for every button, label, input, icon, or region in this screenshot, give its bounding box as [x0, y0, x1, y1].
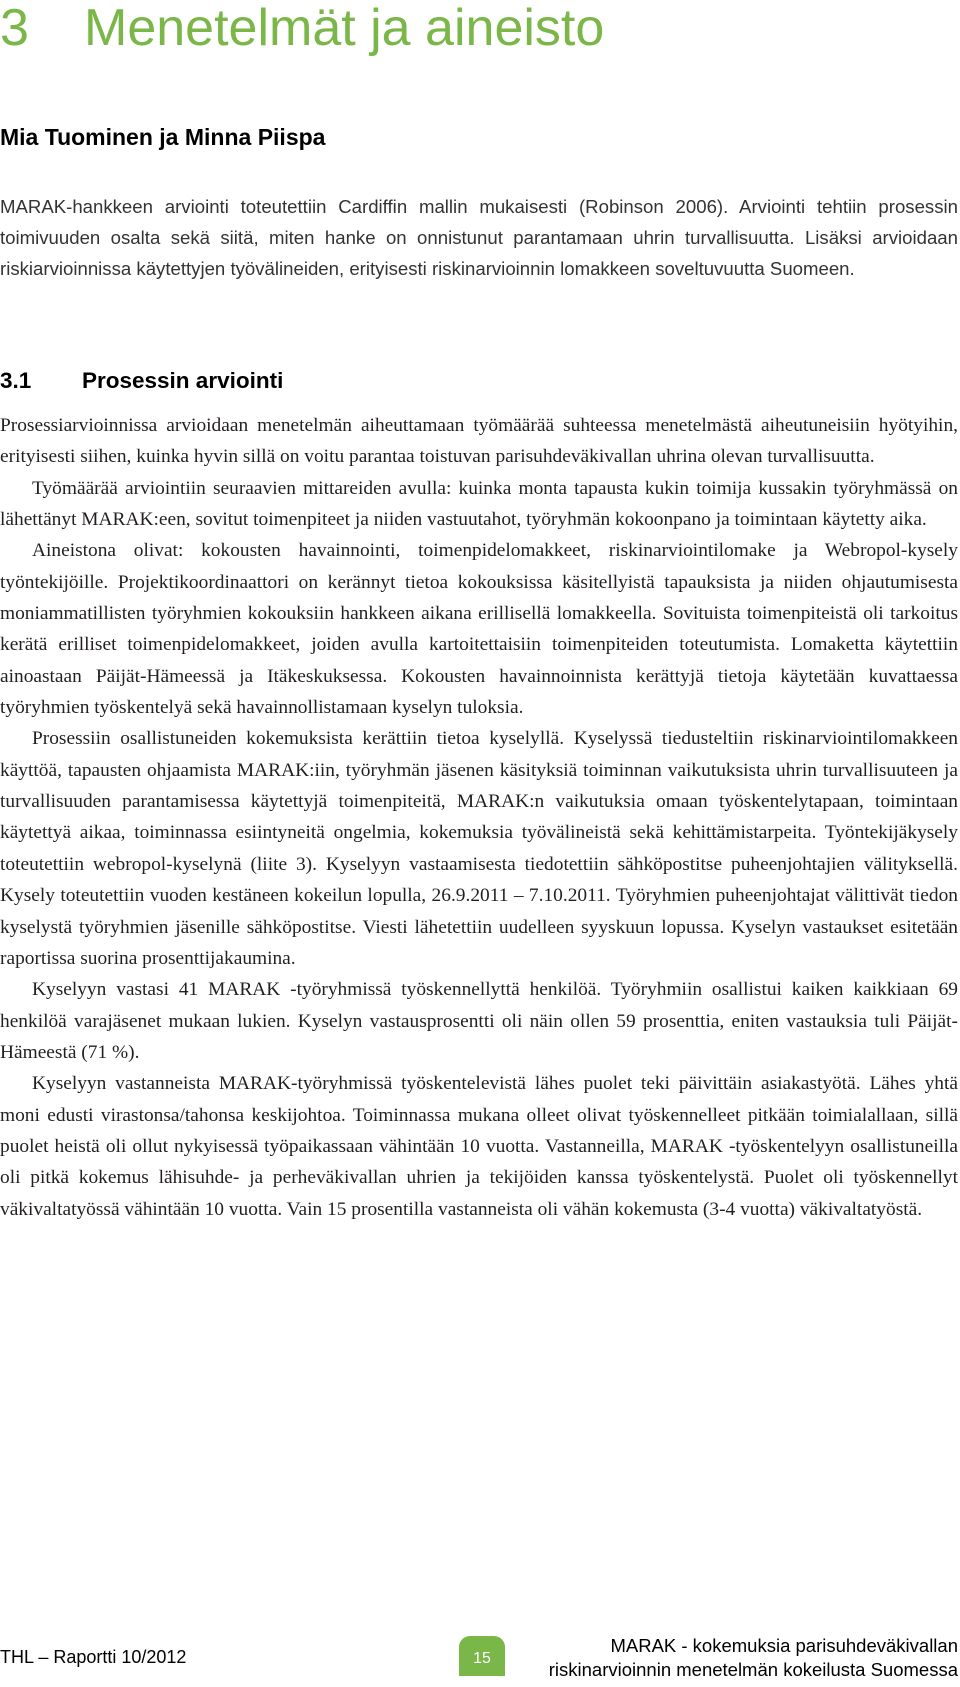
chapter-heading	[0, 0, 604, 56]
body-paragraph: Kyselyyn vastanneista MARAK-työryhmissä työskentelevistä lähes puolet teki päivittäin asiakastyötä. Lähes yhtä moni edusti virastonsa/tahonsa keskijohtoa. Toiminnassa mukana olleet olivat työskennelleet pitkään toimialallaan, sillä puolet heistä oli ollut nykyisessä työpaikassaan vähintään 10 vuotta. Vastanneilla, MARAK -työskentelyyn osallistuneilla oli pitkä kokemus lähisuhde- ja perheväkivallan uhrien ja tekijöiden kanssa työskentelystä. Puolet oli työskennellyt väkivaltatyössä vähintään 10 vuotta. Vain 15 prosentilla vastanneista oli vähän kokemusta (3-4 vuotta) väkivaltatyöstä.	[0, 1073, 958, 1220]
body-paragraph: Kyselyyn vastasi 41 MARAK -työryhmissä työskennellyttä henkilöä. Työryhmiin osallistui kaiken kaikkiaan 69 henkilöä varajäsenet mukaan lukien. Kyselyn vastausprosentti oli näin ollen 59 prosenttia, eniten vastauksia tuli Päijät-Hämeestä (71 %).	[0, 979, 958, 1063]
body-paragraph: Työmäärää arviointiin seuraavien mittareiden avulla: kuinka monta tapausta kukin toimija kussakin työryhmässä on lähettänyt MARAK:een, sovitut toimenpiteet ja niiden vastuutahot, työryhmän kokoonpano ja toimintaan käytetty aika.	[0, 477, 958, 531]
footer-title-line-1: MARAK - kokemuksia parisuhdeväkivallan	[610, 1635, 958, 1656]
chapter-number: 3	[0, 0, 29, 57]
section-number: 3.1	[0, 368, 32, 393]
footer-publication-title	[549, 1634, 958, 1682]
authors: Mia Tuominen ja Minna Piispa	[0, 124, 326, 150]
intro-paragraph: MARAK-hankkeen arviointi toteutettiin Cardiffin mallin mukaisesti (Robinson 2006). Arviointi tehtiin prosessin toimivuuden osalta sekä siitä, miten hanke on onnistunut parantamaan uhrin turvallisuutta. Lisäksi arvioidaan riskiarvioinnissa käytettyjen työvälineiden, erityisesti riskinarvioinnin lomakkeen soveltuvuutta Suomeen.	[0, 196, 958, 279]
body-paragraph: Prosessiin osallistuneiden kokemuksista kerättiin tietoa kyselyllä. Kyselyssä tiedusteltiin riskinarviointilomakkeen käyttöä, tapausten ohjaamista MARAK:iin, työryhmän jäsenen käsityksiä toiminnan vaikutuksista uhrin turvallisuuteen ja turvallisuuden parantamisessa käytettyjä toimenpiteitä, MARAK:n vaikutuksia omaan työskentelytapaan, toimintaan käytettyä aikaa, toiminnassa esiintyneitä ongelmia, kokemuksia työvälineistä sekä kehittämistarpeita. Työntekijäkysely toteutettiin webropol-kyselynä (liite 3). Kyselyyn vastaamisesta tiedotettiin sähköpostitse puheenjohtajien välityksellä. Kysely toteutettiin vuoden kestäneen kokeilun lopulla, 26.9.2011 – 7.10.2011. Työryhmien puheenjohtajat välittivät tiedon kyselystä työryhmien jäsenille sähköpostitse. Viesti lähetettiin uudelleen syyskuun lopussa. Kyselyn vastaukset esitetään raportissa suorina prosenttijakaumina.	[0, 728, 958, 969]
body-paragraph: Prosessiarvioinnissa arvioidaan menetelmän aiheuttamaan työmäärää suhteessa menetelmästä aiheutuneisiin hyötyihin, erityisesti siihen, kuinka hyvin sillä on voitu parantaa toistuvan parisuhdeväkivallan uhrina olevan turvallisuutta.	[0, 415, 958, 468]
page-number: 15	[459, 1636, 505, 1676]
chapter-title: Menetelmät ja aineisto	[84, 0, 605, 57]
section-body	[0, 410, 958, 1225]
section-title: Prosessin arviointi	[82, 368, 284, 393]
footer-title-line-2: riskinarvioinnin menetelmän kokeilusta Suomessa	[548, 1659, 958, 1680]
section-heading	[0, 366, 283, 396]
body-paragraph: Aineistona olivat: kokousten havainnointi, toimenpidelomakkeet, riskinarviointilomake ja Webropol-kysely työntekijöille. Projektikoordinaattori on kerännyt tietoa kokouksissa käsitellyistä tapauksista ja niiden ohjautumisesta moniammatillisten työryhmien kokouksiin hankkeen aikana erillisellä lomakkeella. Sovituista toimenpiteistä oli tarkoitus kerätä erilliset toimenpidelomakkeet, joiden avulla kartoitettaisiin toimenpiteiden toteutumista. Lomaketta käytettiin ainoastaan Päijät-Hämeessä ja Itäkeskuksessa. Kokousten havainnoinnista kerättyjä tietoja käytetään kuvattaessa työryhmien työskentelyä sekä havainnollistamaan kyselyn tuloksia.	[0, 540, 958, 719]
footer-report-label: THL – Raportti 10/2012	[0, 1647, 187, 1667]
